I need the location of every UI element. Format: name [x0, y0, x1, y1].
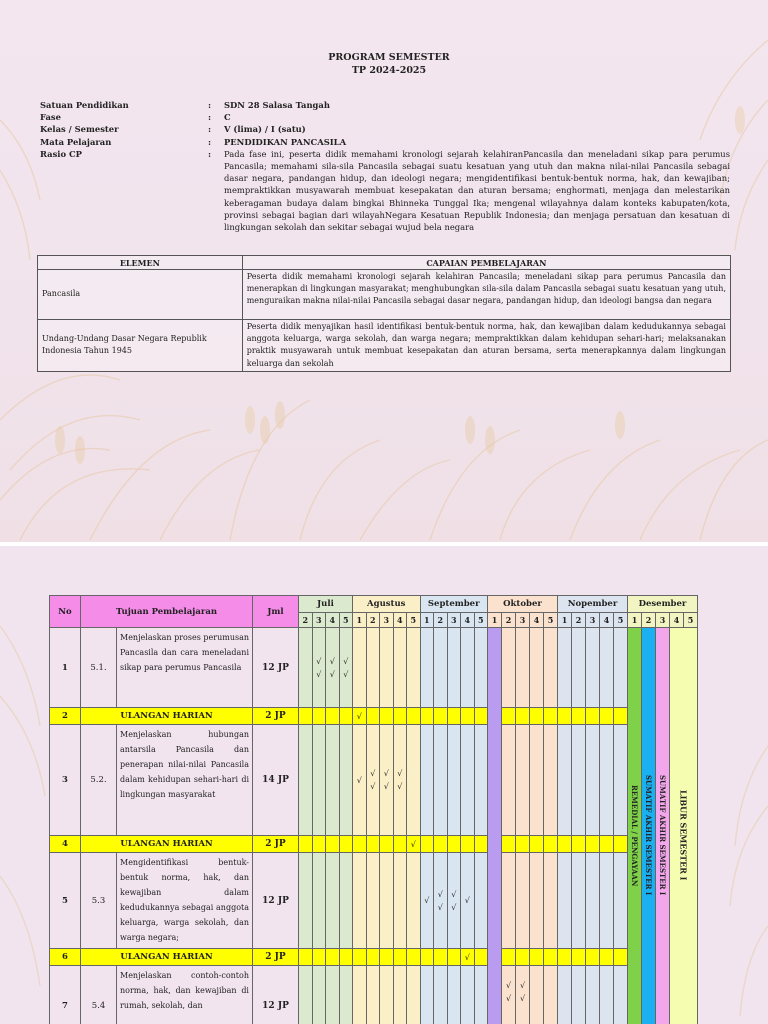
elemen-cell: Undang-Undang Dasar Negara Republik Indonesia Tahun 1945	[38, 320, 243, 372]
week-number: 2	[299, 613, 313, 628]
check-mark: √ √	[434, 853, 448, 949]
remedial-column	[628, 628, 642, 1024]
check-mark: √	[461, 949, 475, 966]
row-number: 6	[50, 949, 81, 966]
table-row	[50, 708, 698, 725]
week-cell	[299, 708, 313, 725]
check-mark: √ √	[380, 725, 394, 836]
week-cell	[516, 949, 530, 966]
week-cell	[434, 628, 448, 708]
week-cell	[420, 966, 434, 1024]
tujuan-header: Tujuan Pembelajaran	[81, 596, 253, 628]
week-cell	[516, 708, 530, 725]
week-cell	[502, 725, 516, 836]
week-cell	[393, 836, 407, 853]
week-number: 4	[393, 613, 407, 628]
week-cell	[420, 949, 434, 966]
remedial-label: REMEDIAL / PENGAYAAN	[630, 784, 639, 887]
identity-row	[40, 123, 730, 135]
week-number: 1	[353, 613, 367, 628]
week-cell	[312, 836, 326, 853]
week-cell	[572, 966, 586, 1024]
libur-label: LIBUR SEMESTER I	[678, 790, 689, 881]
week-cell	[474, 628, 488, 708]
week-number: 3	[586, 613, 600, 628]
week-cell	[366, 853, 380, 949]
week-cell	[407, 949, 421, 966]
week-cell	[474, 949, 488, 966]
week-cell	[586, 853, 600, 949]
week-number: 2	[642, 613, 656, 628]
week-cell	[393, 966, 407, 1024]
identity-key: Rasio CP	[40, 148, 82, 159]
week-cell	[353, 628, 367, 708]
week-cell	[447, 836, 461, 853]
week-cell	[326, 966, 340, 1024]
week-cell	[393, 853, 407, 949]
week-cell	[299, 853, 313, 949]
holiday-column	[488, 628, 502, 1024]
week-number: 3	[516, 613, 530, 628]
week-number: 3	[447, 613, 461, 628]
week-cell	[434, 966, 448, 1024]
ulangan-harian-label: ULANGAN HARIAN	[81, 949, 253, 966]
week-cell	[326, 725, 340, 836]
week-number: 1	[628, 613, 642, 628]
week-cell	[572, 708, 586, 725]
tp-description: Menjelaskan contoh-contoh norma, hak, dan kewajiban di rumah, sekolah, dan	[117, 966, 253, 1024]
week-cell	[434, 949, 448, 966]
week-cell	[614, 949, 628, 966]
week-cell	[614, 853, 628, 949]
week-cell	[407, 628, 421, 708]
week-cell	[339, 836, 353, 853]
week-cell	[614, 725, 628, 836]
identity-row	[40, 99, 730, 111]
week-cell	[572, 628, 586, 708]
week-cell	[366, 966, 380, 1024]
week-cell	[586, 949, 600, 966]
week-cell	[447, 725, 461, 836]
no-header: No	[50, 596, 81, 628]
identity-value: V (lima) / I (satu)	[224, 124, 306, 135]
capaian-cell: Peserta didik memahami kronologi sejarah kelahiran Pancasila; meneladani sikap para perumus Pancasila dan menerapkan di lingkungan masyarakat; menghubungkan sila-sila dalam Pancasila sebagai suatu kesatuan yang utuh, menguraikan makna nilai-nilai Pancasila sebagai dasar negara, pandangan hidup, dan ideologi bangsa dan negara	[242, 270, 730, 320]
week-cell	[544, 725, 558, 836]
week-cell	[544, 853, 558, 949]
week-cell	[614, 628, 628, 708]
week-cell	[339, 949, 353, 966]
week-cell	[461, 966, 475, 1024]
week-cell	[353, 853, 367, 949]
tp-code: 5.4	[81, 966, 117, 1024]
week-cell	[326, 949, 340, 966]
tp-code: 5.2.	[81, 725, 117, 836]
jml-header: Jml	[253, 596, 299, 628]
colon: :	[208, 148, 212, 159]
semester-schedule-table	[49, 595, 698, 1024]
table-row	[38, 270, 731, 320]
week-cell	[326, 836, 340, 853]
week-cell	[474, 966, 488, 1024]
week-cell	[530, 853, 544, 949]
week-cell	[544, 836, 558, 853]
table-row	[50, 628, 698, 708]
colon: :	[208, 100, 212, 110]
week-cell	[339, 725, 353, 836]
week-cell	[299, 949, 313, 966]
table-row	[38, 320, 731, 372]
sumatif-column	[656, 628, 670, 1024]
week-cell	[530, 836, 544, 853]
week-cell	[447, 708, 461, 725]
week-cell	[614, 708, 628, 725]
week-cell	[544, 708, 558, 725]
week-number: 5	[544, 613, 558, 628]
identity-value: SDN 28 Salasa Tangah	[224, 100, 330, 110]
week-number: 2	[572, 613, 586, 628]
identity-key: Satuan Pendidikan	[40, 100, 129, 110]
week-cell	[434, 725, 448, 836]
identity-value: C	[224, 112, 231, 123]
week-cell	[407, 708, 421, 725]
week-cell	[312, 949, 326, 966]
check-mark: √	[420, 853, 434, 949]
week-cell	[614, 966, 628, 1024]
week-cell	[380, 949, 394, 966]
week-cell	[353, 966, 367, 1024]
week-cell	[407, 966, 421, 1024]
week-number: 3	[656, 613, 670, 628]
rasio-cp-text: Pada fase ini, peserta didik memahami kronologi sejarah kelahiranPancasila dan meneladani sikap para perumus Pancasila; memahami sila-sila Pancasila sebagai suatu kesatuan yang utuh dan makna nilai-nilai Pancasila sebagai dasar negara, pandangan hidup, dan ideologi negara; mengidentifikasi bentuk-bentuk norma, hak, dan kewajiban; mempraktikkan musyawarah membuat kesepakatan dan aturan bersama; enghormati, menjaga dan melestarikan keberagaman budaya dalam bingkai Bhinneka Tunggal Ika; mengenal wilayahnya dalam konteks kabupaten/kota, provinsi sebagai bagian dari wilayahNegara Kesatuan Republik Indonesia; dan menjaga persatuan dan kesatuan di lingkungan sekolah dan sekitar sebagai wujud bela negara	[224, 148, 730, 233]
week-cell	[544, 966, 558, 1024]
week-cell	[572, 725, 586, 836]
column-header: CAPAIAN PEMBELAJARAN	[242, 256, 730, 270]
table-row	[50, 949, 698, 966]
week-cell	[558, 725, 572, 836]
week-cell	[461, 836, 475, 853]
week-cell	[530, 708, 544, 725]
month-september: September	[420, 596, 488, 613]
table-row	[50, 836, 698, 853]
week-cell	[312, 853, 326, 949]
week-cell	[312, 708, 326, 725]
week-number: 4	[461, 613, 475, 628]
week-cell	[586, 725, 600, 836]
week-cell	[558, 966, 572, 1024]
week-number: 2	[434, 613, 448, 628]
check-mark: √ √	[447, 853, 461, 949]
week-cell	[299, 725, 313, 836]
week-cell	[380, 853, 394, 949]
week-cell	[353, 836, 367, 853]
week-cell	[434, 836, 448, 853]
check-mark: √	[461, 853, 475, 949]
check-mark: √ √	[326, 628, 340, 708]
week-cell	[502, 628, 516, 708]
identity-key: Fase	[40, 112, 61, 123]
week-cell	[600, 836, 614, 853]
week-number: 3	[380, 613, 394, 628]
week-number: 2	[502, 613, 516, 628]
week-cell	[516, 628, 530, 708]
row-number: 2	[50, 708, 81, 725]
week-number: 2	[366, 613, 380, 628]
jp-count: 2 JP	[253, 949, 299, 966]
sumatif-label: SUMATIF AKHIR SEMESTER I	[658, 775, 667, 896]
row-number: 7	[50, 966, 81, 1024]
tp-description: Menjelaskan hubungan antarsila Pancasila dan penerapan nilai-nilai Pancasila dalam kehidupan sehari-hari di lingkungan masyarakat	[117, 725, 253, 836]
week-cell	[502, 836, 516, 853]
identity-value: PENDIDIKAN PANCASILA	[224, 136, 347, 147]
week-cell	[447, 966, 461, 1024]
week-cell	[558, 708, 572, 725]
week-number: 1	[420, 613, 434, 628]
week-cell	[558, 628, 572, 708]
week-cell	[600, 708, 614, 725]
document-title: PROGRAM SEMESTER	[328, 52, 450, 63]
week-cell	[558, 836, 572, 853]
tp-description: Mengidentifikasi bentuk-bentuk norma, hak, dan kewajiban dalam kedudukannya sebagai anggota keluarga, warga sekolah, dan warga negara;	[117, 853, 253, 949]
week-cell	[600, 949, 614, 966]
week-cell	[366, 836, 380, 853]
elemen-cell: Pancasila	[38, 270, 243, 320]
week-cell	[474, 853, 488, 949]
week-cell	[530, 966, 544, 1024]
row-number: 1	[50, 628, 81, 708]
jp-count: 2 JP	[253, 708, 299, 725]
week-cell	[312, 725, 326, 836]
week-cell	[600, 725, 614, 836]
row-number: 5	[50, 853, 81, 949]
jp-count: 12 JP	[253, 853, 299, 949]
jp-count: 2 JP	[253, 836, 299, 853]
week-cell	[544, 949, 558, 966]
check-mark: √	[353, 725, 367, 836]
week-number: 5	[614, 613, 628, 628]
tp-description: Menjelaskan proses perumusan Pancasila dan cara meneladani sikap para perumus Pancasila	[117, 628, 253, 708]
colon: :	[208, 124, 212, 135]
week-cell	[299, 628, 313, 708]
week-cell	[600, 966, 614, 1024]
week-cell	[502, 949, 516, 966]
check-mark: √ √	[393, 725, 407, 836]
identity-block	[40, 99, 730, 233]
week-cell	[393, 628, 407, 708]
week-number: 5	[407, 613, 421, 628]
week-cell	[586, 708, 600, 725]
row-number: 4	[50, 836, 81, 853]
week-cell	[447, 628, 461, 708]
identity-key: Kelas / Semester	[40, 124, 119, 135]
ulangan-harian-label: ULANGAN HARIAN	[81, 836, 253, 853]
week-cell	[299, 836, 313, 853]
week-number: 5	[339, 613, 353, 628]
week-cell	[530, 949, 544, 966]
week-cell	[380, 628, 394, 708]
tp-code: 5.1.	[81, 628, 117, 708]
identity-row	[40, 111, 730, 123]
identity-row	[40, 148, 730, 233]
week-cell	[366, 628, 380, 708]
week-cell	[586, 836, 600, 853]
week-cell	[474, 725, 488, 836]
week-cell	[572, 836, 586, 853]
week-number: 4	[670, 613, 684, 628]
page-two	[0, 546, 768, 1024]
week-number: 5	[684, 613, 698, 628]
week-cell	[530, 628, 544, 708]
week-cell	[326, 853, 340, 949]
week-cell	[572, 949, 586, 966]
week-cell	[366, 949, 380, 966]
week-cell	[326, 708, 340, 725]
week-number: 4	[600, 613, 614, 628]
month-october: Oktober	[488, 596, 558, 613]
week-cell	[614, 836, 628, 853]
week-cell	[600, 853, 614, 949]
month-july: Juli	[299, 596, 353, 613]
check-mark: √	[353, 708, 367, 725]
check-mark: √	[407, 836, 421, 853]
week-number: 1	[488, 613, 502, 628]
week-cell	[339, 853, 353, 949]
week-cell	[420, 628, 434, 708]
week-cell	[502, 708, 516, 725]
tp-code: 5.3	[81, 853, 117, 949]
week-cell	[502, 853, 516, 949]
week-cell	[380, 708, 394, 725]
ulangan-harian-label: ULANGAN HARIAN	[81, 708, 253, 725]
week-cell	[380, 966, 394, 1024]
jp-count: 14 JP	[253, 725, 299, 836]
week-number: 1	[558, 613, 572, 628]
week-cell	[461, 725, 475, 836]
week-cell	[474, 836, 488, 853]
identity-key: Mata Pelajaran	[40, 136, 112, 147]
month-november: Nopember	[558, 596, 628, 613]
week-cell	[339, 708, 353, 725]
week-cell	[516, 725, 530, 836]
week-cell	[407, 725, 421, 836]
capaian-cell: Peserta didik menyajikan hasil identifikasi bentuk-bentuk norma, hak, dan kewajiban dalam kedudukannya sebagai anggota keluarga, warga sekolah, dan warga negara; mempraktikkan dalam kehidupan sehari-hari; melaksanakan praktik musyawarah untuk membuat kesepakatan dan aturan bersama, serta menerapkannya dalam lingkungan keluarga dan sekolah	[242, 320, 730, 372]
libur-column	[670, 628, 698, 1024]
week-number: 3	[312, 613, 326, 628]
capaian-table	[37, 255, 731, 372]
identity-row	[40, 136, 730, 148]
week-cell	[461, 628, 475, 708]
week-cell	[312, 966, 326, 1024]
week-cell	[407, 853, 421, 949]
colon: :	[208, 136, 212, 147]
table-header-row	[38, 256, 731, 270]
week-cell	[380, 836, 394, 853]
week-number: 4	[326, 613, 340, 628]
week-cell	[516, 853, 530, 949]
week-cell	[586, 966, 600, 1024]
row-number: 3	[50, 725, 81, 836]
week-cell	[516, 836, 530, 853]
month-august: Agustus	[353, 596, 421, 613]
week-cell	[299, 966, 313, 1024]
week-cell	[558, 949, 572, 966]
school-year: TP 2024-2025	[351, 65, 427, 76]
week-cell	[447, 949, 461, 966]
check-mark: √ √	[516, 966, 530, 1024]
week-cell	[353, 949, 367, 966]
week-cell	[586, 628, 600, 708]
week-cell	[544, 628, 558, 708]
week-number: 4	[530, 613, 544, 628]
week-cell	[366, 708, 380, 725]
column-header: ELEMEN	[38, 256, 243, 270]
colon: :	[208, 112, 212, 123]
week-cell	[420, 708, 434, 725]
table-row	[50, 853, 698, 949]
week-cell	[558, 853, 572, 949]
week-cell	[572, 853, 586, 949]
check-mark: √ √	[366, 725, 380, 836]
jp-count: 12 JP	[253, 966, 299, 1024]
sumatif-label: SUMATIF AKHIR SEMESTER I	[644, 775, 653, 896]
month-december: Desember	[628, 596, 698, 613]
sumatif-column	[642, 628, 656, 1024]
week-cell	[420, 725, 434, 836]
week-cell	[339, 966, 353, 1024]
check-mark: √ √	[502, 966, 516, 1024]
week-cell	[420, 836, 434, 853]
week-cell	[393, 708, 407, 725]
week-cell	[530, 725, 544, 836]
week-cell	[461, 708, 475, 725]
jp-count: 12 JP	[253, 628, 299, 708]
month-header-row	[50, 596, 698, 613]
table-row	[50, 966, 698, 1024]
week-number: 5	[474, 613, 488, 628]
week-cell	[393, 949, 407, 966]
week-cell	[474, 708, 488, 725]
table-row	[50, 725, 698, 836]
week-cell	[600, 628, 614, 708]
week-cell	[434, 708, 448, 725]
check-mark: √ √	[312, 628, 326, 708]
check-mark: √ √	[339, 628, 353, 708]
